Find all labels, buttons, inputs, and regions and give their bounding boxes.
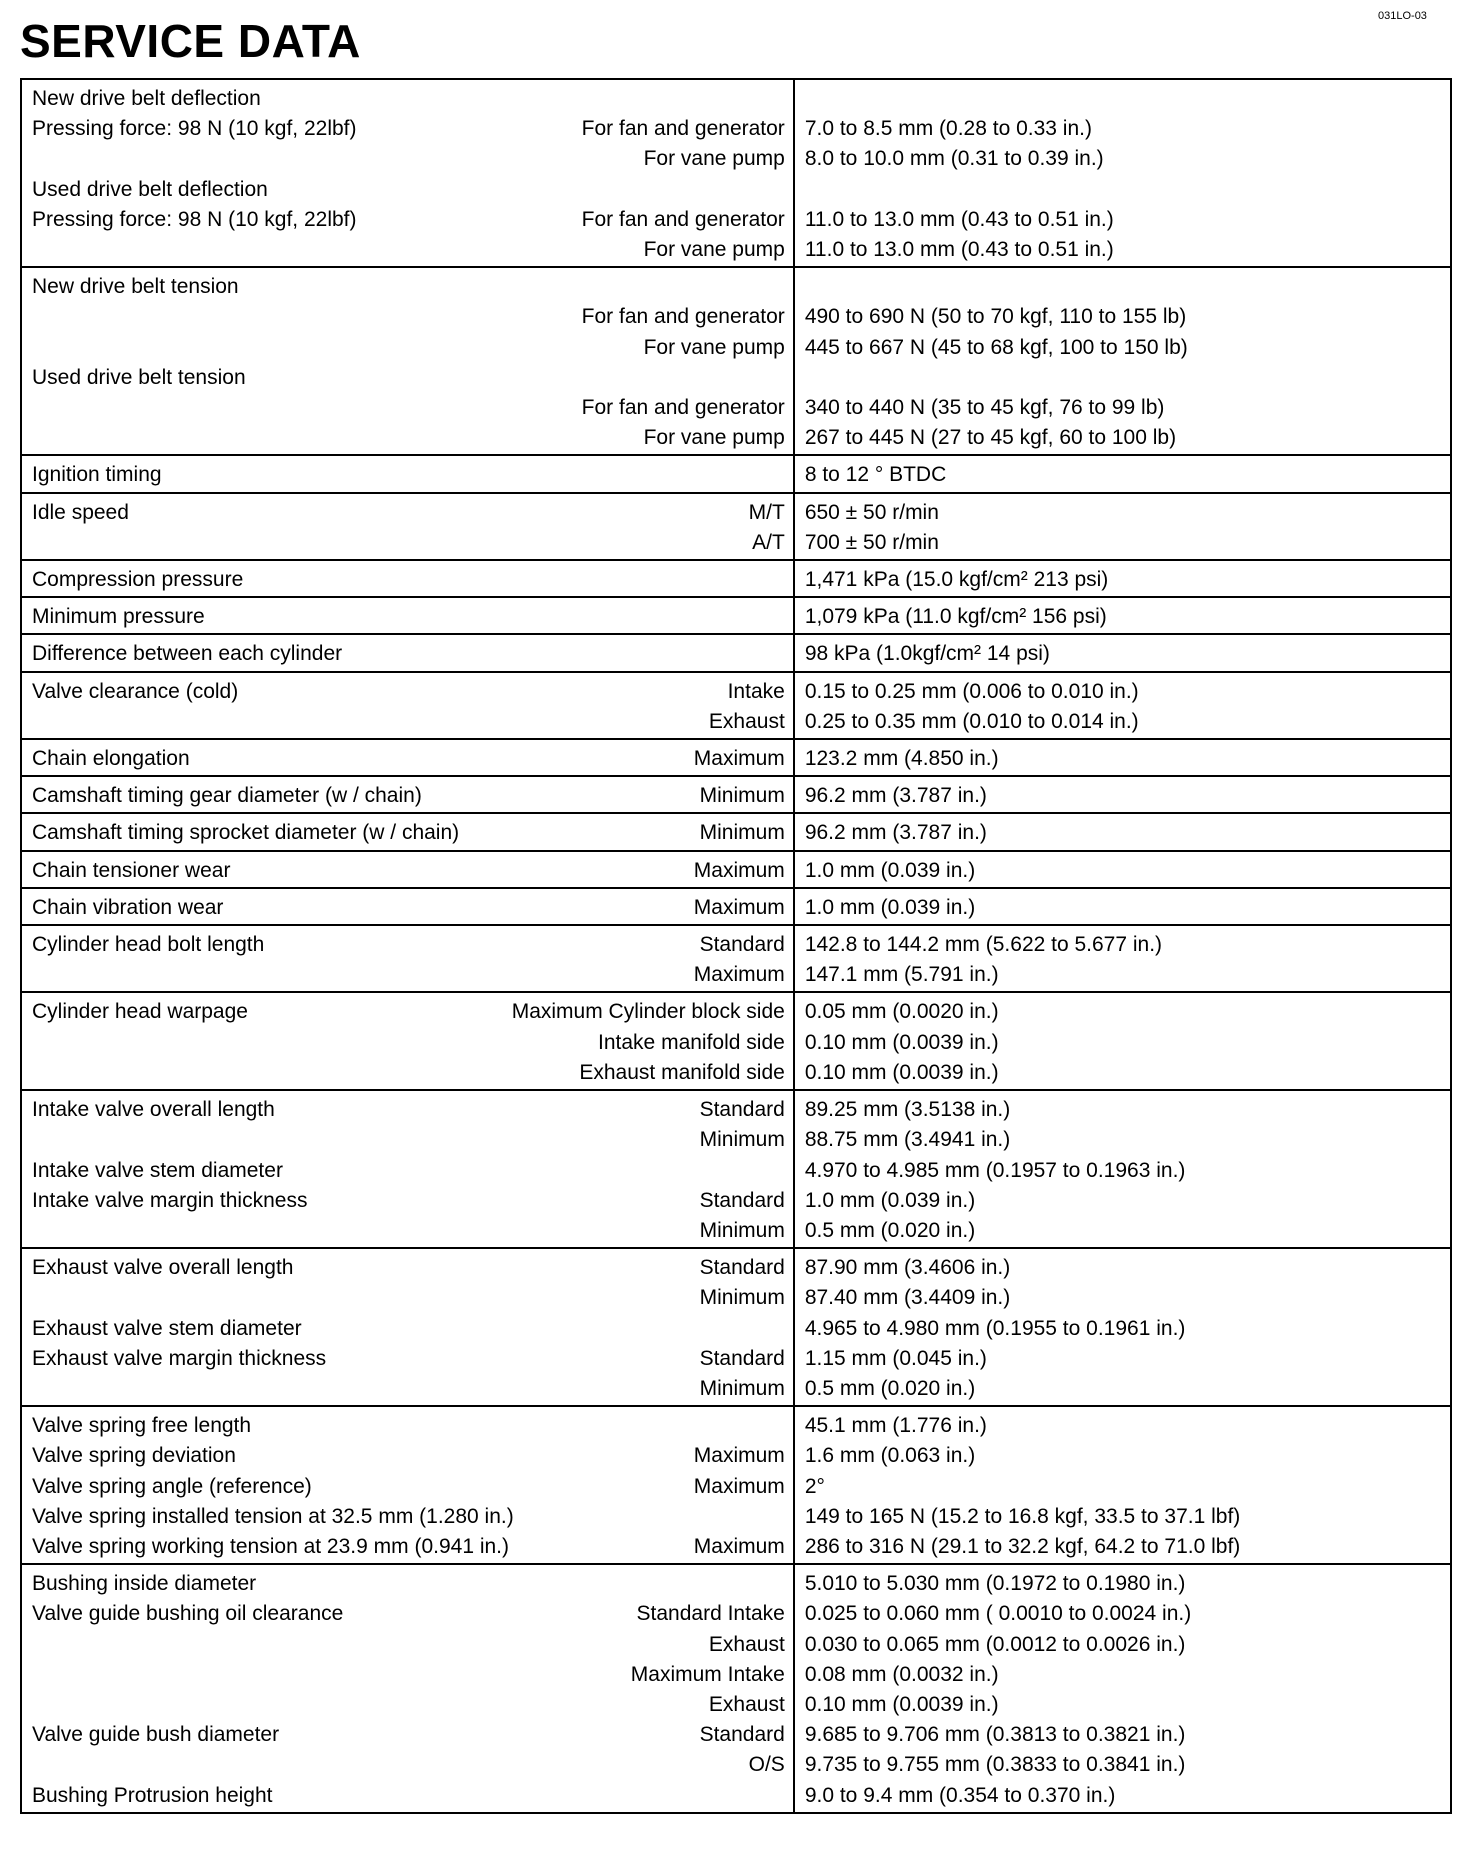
item-line [32,393,785,423]
item-line [32,1028,785,1058]
item-label: New drive belt tension [32,275,239,299]
spec-value: 0.5 mm (0.020 in.) [804,1218,976,1242]
item-line [32,175,785,205]
item-line [32,1095,785,1125]
table-row [21,597,1451,634]
item-label: Used drive belt deflection [32,177,268,201]
condition-label: For vane pump [643,238,785,262]
item-label: Valve spring angle (reference) [32,1474,312,1498]
item-label: Valve spring free length [32,1414,252,1438]
table-row [21,992,1451,1090]
item-line [32,460,785,490]
item-line [32,781,785,811]
item-line [32,1125,785,1155]
condition-label: Standard [699,1188,785,1212]
condition-label: Minimum [699,1376,785,1400]
value-cell [794,739,1451,776]
condition-label: For fan and generator [581,207,785,231]
table-row [21,267,1451,455]
spec-value: 490 to 690 N (50 to 70 kgf, 110 to 155 lb) [804,305,1187,329]
value-cell [794,1564,1451,1813]
item-line [32,856,785,886]
item-label: Camshaft timing sprocket diameter (w / chain) [32,821,460,845]
item-cell [21,597,794,634]
table-row [21,851,1451,888]
spec-value: 1.0 mm (0.039 in.) [804,1188,976,1212]
condition-label: Standard [699,933,785,957]
spec-value: 286 to 316 N (29.1 to 32.2 kgf, 64.2 to 71.0 lbf) [804,1534,1241,1558]
item-line [32,1472,785,1502]
item-line [32,1283,785,1313]
condition-label: Exhaust [708,1632,785,1656]
item-cell [21,1406,794,1564]
spec-value: 89.25 mm (3.5138 in.) [804,1098,1011,1122]
item-line [32,997,785,1027]
table-row [21,1090,1451,1248]
spec-value: 1.15 mm (0.045 in.) [804,1346,987,1370]
condition-label: Standard [699,1098,785,1122]
spec-value: 96.2 mm (3.787 in.) [804,784,987,808]
item-label: Intake valve overall length [32,1098,275,1122]
condition-label: Standard Intake [636,1602,785,1626]
item-cell [21,634,794,671]
table-row [21,813,1451,850]
condition-label: Minimum [699,1218,785,1242]
condition-label: Exhaust [708,1692,785,1716]
condition-label: For fan and generator [581,117,785,141]
item-line [32,1441,785,1471]
spec-value: 1,079 kPa (11.0 kgf/cm² 156 psi) [804,605,1107,629]
condition-label: For vane pump [643,335,785,359]
spec-value: 45.1 mm (1.776 in.) [804,1414,987,1438]
condition-label: Minimum [699,784,785,808]
item-label: Intake valve margin thickness [32,1188,308,1212]
item-cell [21,672,794,739]
item-cell [21,493,794,560]
item-label: Exhaust valve stem diameter [32,1316,302,1340]
item-line [32,1502,785,1532]
value-cell [794,1248,1451,1406]
spec-value [805,175,1442,205]
item-label: Chain vibration wear [32,895,224,919]
item-line [32,707,785,737]
value-cell [794,776,1451,813]
spec-value: 4.965 to 4.980 mm (0.1955 to 0.1961 in.) [804,1316,1186,1340]
item-label: New drive belt deflection [32,87,261,110]
item-cell [21,739,794,776]
condition-label: Standard [699,1723,785,1747]
value-cell [794,560,1451,597]
spec-value: 8 to 12 ° BTDC [804,463,947,487]
spec-value: 1,471 kPa (15.0 kgf/cm² 213 psi) [804,568,1109,592]
value-cell [794,813,1451,850]
condition-label: Maximum [693,1474,785,1498]
condition-label: For vane pump [643,426,785,450]
value-cell [794,992,1451,1090]
spec-value: 0.05 mm (0.0020 in.) [804,1000,999,1024]
value-cell [794,634,1451,671]
spec-value: 0.030 to 0.065 mm (0.0012 to 0.0026 in.) [804,1632,1186,1656]
value-cell [794,267,1451,455]
condition-label: Minimum [699,1286,785,1310]
item-line [32,272,785,302]
item-line [32,528,785,558]
item-cell [21,925,794,992]
item-cell [21,267,794,455]
table-row [21,560,1451,597]
condition-label: Maximum Intake [630,1662,785,1686]
condition-label: A/T [752,530,785,554]
item-label: Intake valve stem diameter [32,1158,283,1182]
item-line [32,893,785,923]
table-row [21,672,1451,739]
page-title: SERVICE DATA [20,15,361,67]
item-line [32,205,785,235]
spec-value: 87.90 mm (3.4606 in.) [804,1256,1011,1280]
value-cell [794,597,1451,634]
value-cell [794,493,1451,560]
item-cell [21,813,794,850]
condition-label: Maximum [693,1444,785,1468]
item-line [32,84,785,114]
condition-label: O/S [748,1753,785,1777]
item-label: Exhaust valve margin thickness [32,1346,327,1370]
value-cell [794,79,1451,267]
table-row [21,1248,1451,1406]
item-cell [21,560,794,597]
value-cell [794,455,1451,492]
condition-label: Maximum [693,747,785,771]
spec-value: 11.0 to 13.0 mm (0.43 to 0.51 in.) [804,207,1114,231]
table-row [21,925,1451,992]
item-line [32,1253,785,1283]
table-row [21,888,1451,925]
spec-value: 0.25 to 0.35 mm (0.010 to 0.014 in.) [804,709,1139,733]
item-label: Compression pressure [32,568,244,592]
item-line [32,1720,785,1750]
spec-value: 0.5 mm (0.020 in.) [804,1376,976,1400]
spec-value: 340 to 440 N (35 to 45 kgf, 76 to 99 lb) [804,396,1165,419]
condition-label: Intake [727,679,785,703]
condition-label: For fan and generator [581,396,785,420]
item-line [32,1314,785,1344]
condition-label: Standard [699,1346,785,1370]
spec-value: 0.08 mm (0.0032 in.) [804,1662,999,1686]
spec-value: 267 to 445 N (27 to 45 kgf, 60 to 100 lb) [804,426,1177,450]
item-line [32,363,785,393]
spec-value [805,272,1442,302]
spec-value: 1.0 mm (0.039 in.) [804,858,976,882]
spec-value: 1.0 mm (0.039 in.) [804,895,976,919]
item-label: Exhaust valve overall length [32,1256,294,1280]
item-line [32,1186,785,1216]
spec-value: 147.1 mm (5.791 in.) [804,963,999,987]
condition-label: Minimum [699,821,785,845]
spec-value: 96.2 mm (3.787 in.) [804,821,987,845]
item-line [32,677,785,707]
item-label: Valve spring deviation [32,1444,236,1468]
table-row [21,455,1451,492]
table-row [21,79,1451,267]
spec-value: 123.2 mm (4.850 in.) [804,747,999,771]
item-line [32,1156,785,1186]
value-cell [794,1090,1451,1248]
item-label: Cylinder head bolt length [32,933,265,957]
item-label: Used drive belt tension [32,365,246,389]
item-cell [21,992,794,1090]
item-line [32,114,785,144]
condition-label: Maximum Cylinder block side [511,1000,785,1024]
spec-value: 1.6 mm (0.063 in.) [804,1444,976,1468]
item-label: Camshaft timing gear diameter (w / chain) [32,784,422,808]
item-label: Bushing inside diameter [32,1572,257,1596]
value-cell [794,925,1451,992]
spec-value: 0.15 to 0.25 mm (0.006 to 0.010 in.) [804,679,1139,703]
item-line [32,565,785,595]
condition-label: For vane pump [643,147,785,171]
spec-value: 8.0 to 10.0 mm (0.31 to 0.39 in.) [804,147,1104,171]
item-line [32,423,785,453]
condition-label: For fan and generator [581,305,785,329]
spec-value: 9.0 to 9.4 mm (0.354 to 0.370 in.) [804,1783,1116,1807]
item-label: Pressing force: 98 N (10 kgf, 22lbf) [32,207,357,231]
item-cell [21,888,794,925]
service-data-table [20,78,1452,1814]
item-label: Pressing force: 98 N (10 kgf, 22lbf) [32,117,357,141]
table-row [21,739,1451,776]
item-label: Valve guide bushing oil clearance [32,1602,344,1626]
value-cell [794,851,1451,888]
item-line [32,498,785,528]
item-line [32,1344,785,1374]
table-row [21,776,1451,813]
item-line [32,960,785,990]
item-cell [21,776,794,813]
condition-label: Minimum [699,1128,785,1152]
spec-value [805,84,1442,114]
item-line [32,818,785,848]
spec-value: 0.10 mm (0.0039 in.) [804,1692,999,1716]
item-cell [21,851,794,888]
item-label: Valve spring installed tension at 32.5 mm (1.280 in.) [32,1504,514,1528]
condition-label: Exhaust [708,709,785,733]
item-line [32,1411,785,1441]
spec-value: 149 to 165 N (15.2 to 16.8 kgf, 33.5 to 37.1 lbf) [804,1504,1241,1528]
item-line [32,602,785,632]
item-line [32,1532,785,1562]
condition-label: Maximum [693,895,785,919]
item-line [32,1216,785,1246]
spec-value: 9.685 to 9.706 mm (0.3813 to 0.3821 in.) [804,1723,1186,1747]
spec-value: 0.025 to 0.060 mm ( 0.0010 to 0.0024 in.) [804,1602,1192,1626]
document-code: 031LO-03 [1378,10,1427,22]
spec-value: 2° [804,1474,825,1498]
item-label: Valve spring working tension at 23.9 mm (0.941 in.) [32,1534,510,1558]
spec-value: 87.40 mm (3.4409 in.) [804,1286,1011,1310]
item-line [32,1374,785,1404]
condition-label: Standard [699,1256,785,1280]
condition-label: M/T [748,500,785,524]
table-row [21,1406,1451,1564]
item-line [32,744,785,774]
condition-label: Exhaust manifold side [579,1060,785,1084]
item-line [32,302,785,332]
item-cell [21,1090,794,1248]
item-line [32,1630,785,1660]
spec-value: 7.0 to 8.5 mm (0.28 to 0.33 in.) [804,117,1092,141]
spec-value: 0.10 mm (0.0039 in.) [804,1060,999,1084]
item-line [32,1569,785,1599]
item-label: Minimum pressure [32,605,205,629]
item-label: Bushing Protrusion height [32,1783,273,1807]
item-line [32,1058,785,1088]
item-cell [21,1564,794,1813]
item-cell [21,1248,794,1406]
condition-label: Maximum [693,963,785,987]
item-line [32,333,785,363]
spec-value: 700 ± 50 r/min [804,530,939,554]
item-line [32,1781,785,1811]
item-label: Difference between each cylinder [32,642,343,666]
item-cell [21,455,794,492]
spec-value: 5.010 to 5.030 mm (0.1972 to 0.1980 in.) [804,1572,1186,1596]
table-row [21,1564,1451,1813]
item-label: Idle speed [32,500,129,524]
value-cell [794,888,1451,925]
item-label: Chain elongation [32,747,190,771]
item-line [32,1690,785,1720]
condition-label: Maximum [693,858,785,882]
item-line [32,235,785,265]
item-line [32,930,785,960]
item-label: Cylinder head warpage [32,1000,248,1024]
item-line [32,144,785,174]
spec-value: 9.735 to 9.755 mm (0.3833 to 0.3841 in.) [804,1753,1186,1777]
spec-value: 98 kPa (1.0kgf/cm² 14 psi) [804,642,1050,666]
spec-value: 11.0 to 13.0 mm (0.43 to 0.51 in.) [804,237,1114,261]
condition-label: Intake manifold side [598,1030,785,1054]
spec-value: 0.10 mm (0.0039 in.) [804,1030,999,1054]
item-line [32,1750,785,1780]
spec-value: 650 ± 50 r/min [804,500,939,524]
spec-value: 88.75 mm (3.4941 in.) [804,1128,1011,1152]
item-label: Valve guide bush diameter [32,1723,280,1747]
spec-value: 445 to 667 N (45 to 68 kgf, 100 to 150 lb) [804,335,1188,359]
item-line [32,639,785,669]
spec-value [805,363,1442,393]
item-line [32,1599,785,1629]
item-label: Chain tensioner wear [32,858,231,882]
item-line [32,1660,785,1690]
item-cell [21,79,794,267]
item-label: Valve clearance (cold) [32,679,239,703]
spec-value: 4.970 to 4.985 mm (0.1957 to 0.1963 in.) [804,1158,1186,1182]
spec-value: 142.8 to 144.2 mm (5.622 to 5.677 in.) [804,933,1163,957]
table-row [21,634,1451,671]
condition-label: Maximum [693,1534,785,1558]
item-label: Ignition timing [32,463,162,487]
value-cell [794,672,1451,739]
value-cell [794,1406,1451,1564]
table-row [21,493,1451,560]
